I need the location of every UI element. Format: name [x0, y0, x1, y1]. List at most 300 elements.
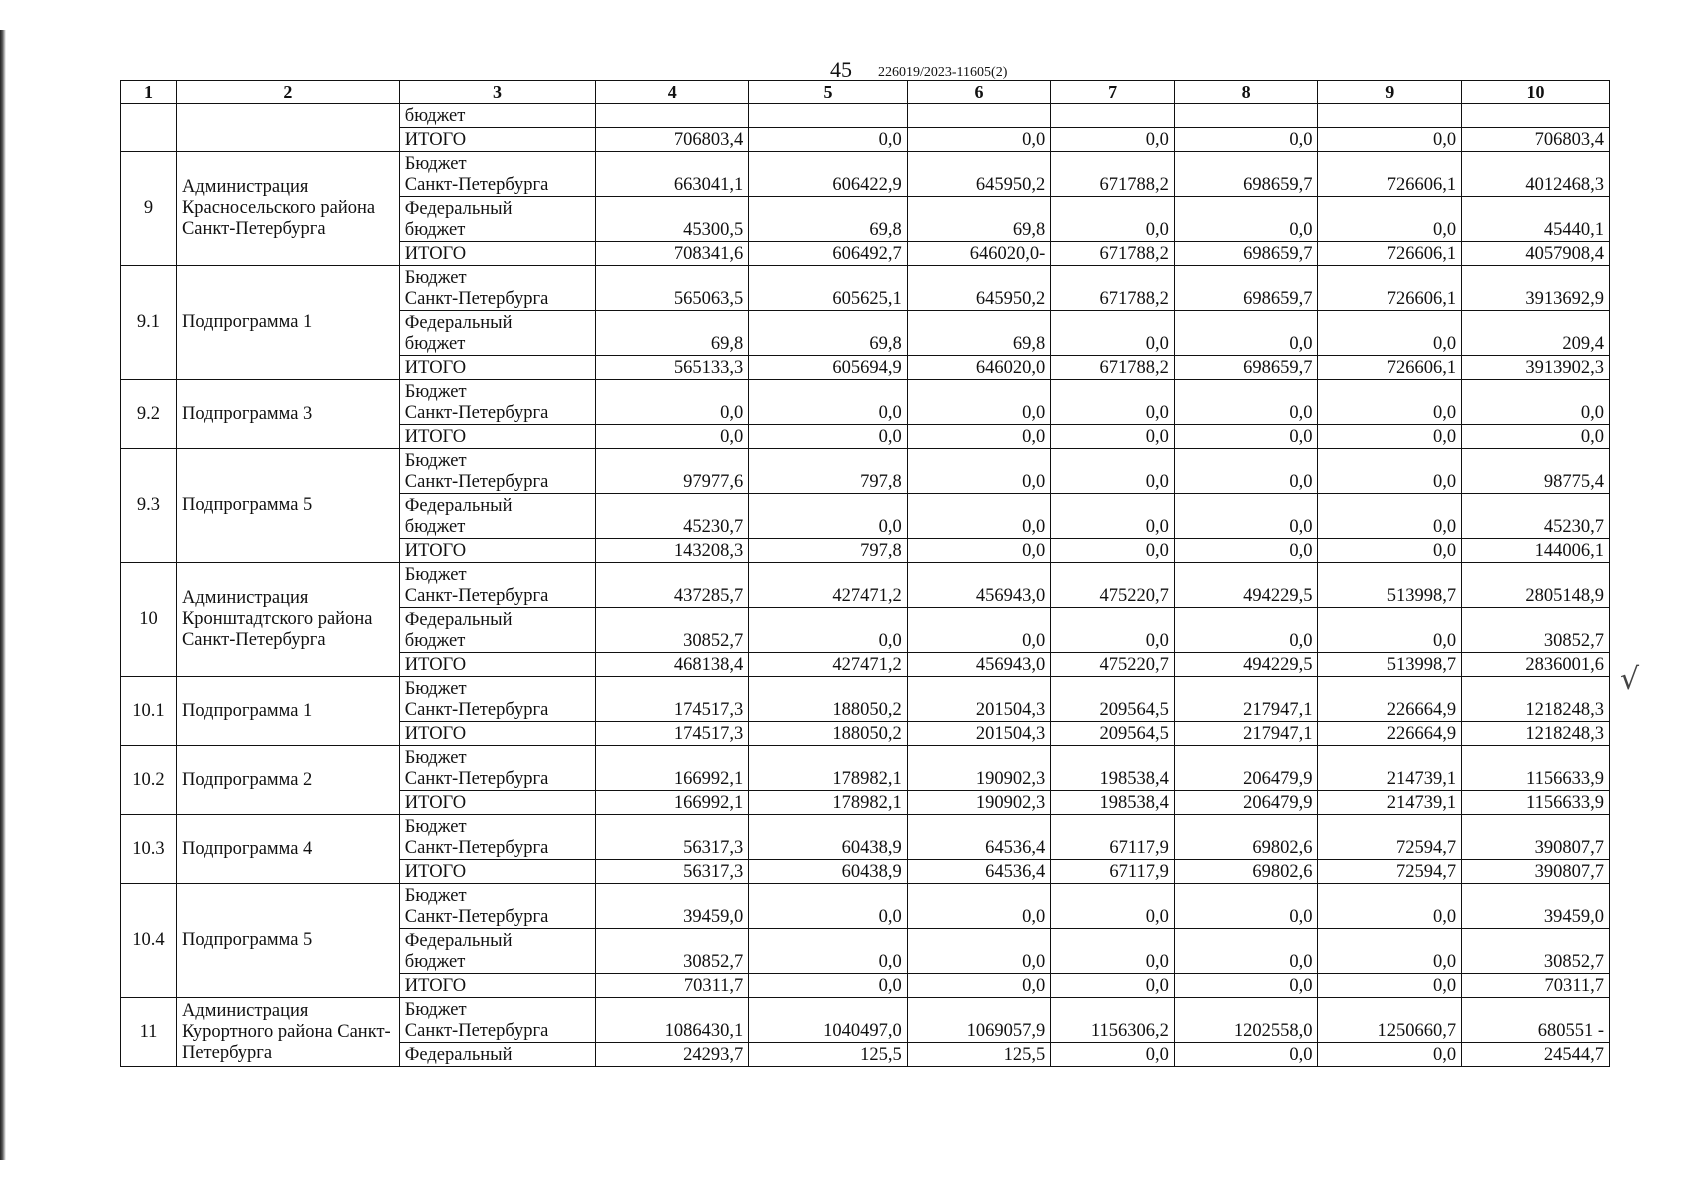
funding-source-cell: [399, 356, 595, 380]
funding-source-cell: [399, 152, 595, 197]
value-cell: 1086430,1: [596, 998, 749, 1043]
value-cell: 0,0: [907, 974, 1051, 998]
funding-source-line: бюджет: [404, 334, 466, 354]
value-cell: 797,8: [749, 539, 907, 563]
value-cell: 706803,4: [596, 128, 749, 152]
funding-source-cell: [399, 104, 595, 128]
funding-source-cell: [399, 197, 595, 242]
funding-source-cell: [399, 449, 595, 494]
value-cell: 513998,7: [1318, 563, 1462, 608]
table-row: [121, 563, 1610, 608]
value-cell: 0,0: [907, 380, 1051, 425]
value-cell: 0,0: [907, 128, 1051, 152]
value-cell: 72594,7: [1318, 815, 1462, 860]
funding-source-cell: [399, 974, 595, 998]
value-cell: 39459,0: [1462, 884, 1610, 929]
value-cell: 456943,0: [907, 653, 1051, 677]
value-cell: 0,0: [749, 608, 907, 653]
value-cell: 125,5: [907, 1043, 1051, 1067]
value-cell: 671788,2: [1051, 242, 1175, 266]
column-header: 1: [121, 81, 177, 104]
value-cell: 0,0: [907, 425, 1051, 449]
value-cell: 0,0: [1318, 494, 1462, 539]
value-cell: 69,8: [596, 311, 749, 356]
value-cell: 1218248,3: [1462, 722, 1610, 746]
value-cell: 1156306,2: [1051, 998, 1175, 1043]
funding-source-line: Федеральный: [404, 199, 513, 219]
row-index-cell: 10.2: [121, 746, 177, 815]
funding-source-line: Бюджет: [404, 817, 467, 837]
value-cell: 0,0: [1051, 449, 1175, 494]
value-cell: 30852,7: [596, 929, 749, 974]
value-cell: 475220,7: [1051, 563, 1175, 608]
funding-source-line: бюджет: [404, 631, 466, 651]
funding-source-line: ИТОГО: [404, 358, 467, 378]
value-cell: 708341,6: [596, 242, 749, 266]
row-index-cell: 10.3: [121, 815, 177, 884]
value-cell: 698659,7: [1174, 242, 1318, 266]
value-cell: 0,0: [907, 929, 1051, 974]
value-cell: 0,0: [1174, 1043, 1318, 1067]
value-cell: 69,8: [907, 311, 1051, 356]
funding-source-line: Санкт-Петербурга: [404, 769, 549, 789]
value-cell: 726606,1: [1318, 242, 1462, 266]
value-cell: 1250660,7: [1318, 998, 1462, 1043]
entity-name-cell: Подпрограмма 3: [176, 380, 399, 449]
funding-source-line: Бюджет: [404, 886, 467, 906]
value-cell: 0,0: [1051, 884, 1175, 929]
value-cell: 645950,2: [907, 266, 1051, 311]
value-cell: 226664,9: [1318, 722, 1462, 746]
column-header: 5: [749, 81, 907, 104]
value-cell: 0,0: [749, 380, 907, 425]
row-index-cell: 11: [121, 998, 177, 1067]
funding-source-line: Санкт-Петербурга: [404, 289, 549, 309]
funding-source-cell: [399, 311, 595, 356]
value-cell: 0,0: [1174, 425, 1318, 449]
column-header: 10: [1462, 81, 1610, 104]
value-cell: 0,0: [596, 380, 749, 425]
column-header: 7: [1051, 81, 1175, 104]
funding-source-cell: [399, 722, 595, 746]
value-cell: 0,0: [1174, 380, 1318, 425]
column-header: 3: [399, 81, 595, 104]
document-number: 226019/2023-11605(2): [878, 65, 1008, 80]
value-cell: 0,0: [1318, 608, 1462, 653]
funding-source-line: ИТОГО: [404, 244, 467, 264]
row-index-cell: 10: [121, 563, 177, 677]
value-cell: 0,0: [1318, 425, 1462, 449]
value-cell: 69,8: [749, 311, 907, 356]
value-cell: 201504,3: [907, 722, 1051, 746]
value-cell: 0,0: [596, 425, 749, 449]
value-cell: [749, 104, 907, 128]
value-cell: 671788,2: [1051, 266, 1175, 311]
value-cell: 427471,2: [749, 563, 907, 608]
check-mark-icon: √: [1620, 662, 1640, 697]
value-cell: 0,0: [1318, 539, 1462, 563]
funding-source-line: Бюджет: [404, 451, 467, 471]
value-cell: 606422,9: [749, 152, 907, 197]
value-cell: 30852,7: [1462, 929, 1610, 974]
value-cell: 0,0: [1051, 380, 1175, 425]
funding-source-cell: [399, 266, 595, 311]
funding-source-line: Федеральный: [404, 610, 513, 630]
row-index-cell: 10.1: [121, 677, 177, 746]
value-cell: 0,0: [1051, 929, 1175, 974]
funding-source-cell: [399, 128, 595, 152]
value-cell: [1318, 104, 1462, 128]
value-cell: 646020,0-: [907, 242, 1051, 266]
value-cell: 64536,4: [907, 860, 1051, 884]
value-cell: 72594,7: [1318, 860, 1462, 884]
value-cell: 178982,1: [749, 791, 907, 815]
value-cell: 4012468,3: [1462, 152, 1610, 197]
column-header: 9: [1318, 81, 1462, 104]
funding-source-cell: [399, 815, 595, 860]
funding-source-line: Бюджет: [404, 748, 467, 768]
value-cell: 144006,1: [1462, 539, 1610, 563]
value-cell: 0,0: [1051, 197, 1175, 242]
funding-source-line: Санкт-Петербурга: [404, 175, 549, 195]
funding-source-line: Федеральный: [404, 1045, 513, 1065]
value-cell: 698659,7: [1174, 266, 1318, 311]
value-cell: 125,5: [749, 1043, 907, 1067]
value-cell: 1218248,3: [1462, 677, 1610, 722]
value-cell: 3913902,3: [1462, 356, 1610, 380]
funding-source-line: Бюджет: [404, 679, 467, 699]
funding-source-line: ИТОГО: [404, 541, 467, 561]
table-row: [121, 677, 1610, 722]
funding-source-cell: [399, 425, 595, 449]
value-cell: [907, 104, 1051, 128]
value-cell: 45230,7: [596, 494, 749, 539]
table-row: [121, 266, 1610, 311]
funding-source-line: бюджет: [404, 220, 466, 240]
table-row: [121, 104, 1610, 128]
entity-name-cell: Подпрограмма 1: [176, 677, 399, 746]
value-cell: 706803,4: [1462, 128, 1610, 152]
value-cell: 390807,7: [1462, 860, 1610, 884]
value-cell: 60438,9: [749, 815, 907, 860]
value-cell: 0,0: [1462, 425, 1610, 449]
value-cell: 60438,9: [749, 860, 907, 884]
value-cell: 645950,2: [907, 152, 1051, 197]
entity-name-cell: Подпрограмма 1: [176, 266, 399, 380]
value-cell: 437285,7: [596, 563, 749, 608]
value-cell: 468138,4: [596, 653, 749, 677]
table-row: [121, 815, 1610, 860]
value-cell: 24293,7: [596, 1043, 749, 1067]
value-cell: 4057908,4: [1462, 242, 1610, 266]
table-row: [121, 746, 1610, 791]
funding-source-line: ИТОГО: [404, 130, 467, 150]
budget-table: [120, 80, 1610, 1067]
funding-source-line: бюджет: [404, 952, 466, 972]
funding-source-cell: [399, 884, 595, 929]
value-cell: 0,0: [1051, 539, 1175, 563]
value-cell: [596, 104, 749, 128]
value-cell: 201504,3: [907, 677, 1051, 722]
value-cell: 0,0: [1318, 128, 1462, 152]
value-cell: 188050,2: [749, 677, 907, 722]
value-cell: 0,0: [1051, 494, 1175, 539]
value-cell: 0,0: [1318, 974, 1462, 998]
value-cell: [1051, 104, 1175, 128]
value-cell: 513998,7: [1318, 653, 1462, 677]
value-cell: 0,0: [907, 449, 1051, 494]
row-index-cell: 9.2: [121, 380, 177, 449]
funding-source-cell: [399, 791, 595, 815]
column-header: 2: [176, 81, 399, 104]
value-cell: [1174, 104, 1318, 128]
funding-source-line: Санкт-Петербурга: [404, 403, 549, 423]
budget-table-container: [120, 80, 1610, 1067]
value-cell: 30852,7: [1462, 608, 1610, 653]
entity-name-cell: Подпрограмма 5: [176, 884, 399, 998]
funding-source-line: Федеральный: [404, 313, 513, 333]
value-cell: 188050,2: [749, 722, 907, 746]
value-cell: 67117,9: [1051, 815, 1175, 860]
value-cell: 680551 -: [1462, 998, 1610, 1043]
value-cell: 1069057,9: [907, 998, 1051, 1043]
funding-source-line: ИТОГО: [404, 427, 467, 447]
value-cell: 0,0: [749, 929, 907, 974]
value-cell: 166992,1: [596, 791, 749, 815]
value-cell: 98775,4: [1462, 449, 1610, 494]
value-cell: 0,0: [749, 425, 907, 449]
value-cell: 3913692,9: [1462, 266, 1610, 311]
funding-source-line: ИТОГО: [404, 862, 467, 882]
table-row: [121, 152, 1610, 197]
funding-source-line: Бюджет: [404, 382, 467, 402]
value-cell: 726606,1: [1318, 356, 1462, 380]
funding-source-line: бюджет: [404, 517, 466, 537]
value-cell: 427471,2: [749, 653, 907, 677]
entity-name-cell: [176, 104, 399, 152]
column-header: 6: [907, 81, 1051, 104]
value-cell: 0,0: [907, 884, 1051, 929]
funding-source-line: Санкт-Петербурга: [404, 1021, 549, 1041]
value-cell: 209,4: [1462, 311, 1610, 356]
funding-source-line: Федеральный: [404, 931, 513, 951]
funding-source-line: ИТОГО: [404, 655, 467, 675]
funding-source-cell: [399, 746, 595, 791]
value-cell: 671788,2: [1051, 356, 1175, 380]
entity-name-cell: Подпрограмма 5: [176, 449, 399, 563]
value-cell: 1156633,9: [1462, 746, 1610, 791]
value-cell: 217947,1: [1174, 677, 1318, 722]
scan-edge-shadow: [0, 30, 6, 1160]
entity-name-cell: Подпрограмма 4: [176, 815, 399, 884]
funding-source-line: Санкт-Петербурга: [404, 907, 549, 927]
funding-source-line: Санкт-Петербурга: [404, 586, 549, 606]
value-cell: 45230,7: [1462, 494, 1610, 539]
funding-source-cell: [399, 494, 595, 539]
value-cell: 797,8: [749, 449, 907, 494]
value-cell: 0,0: [749, 974, 907, 998]
value-cell: 174517,3: [596, 722, 749, 746]
value-cell: 494229,5: [1174, 653, 1318, 677]
value-cell: 56317,3: [596, 860, 749, 884]
funding-source-cell: [399, 998, 595, 1043]
value-cell: 0,0: [1318, 884, 1462, 929]
value-cell: 0,0: [907, 608, 1051, 653]
funding-source-line: Бюджет: [404, 268, 467, 288]
table-row: [121, 380, 1610, 425]
funding-source-cell: [399, 380, 595, 425]
value-cell: 605625,1: [749, 266, 907, 311]
column-header: 4: [596, 81, 749, 104]
value-cell: 0,0: [1462, 380, 1610, 425]
value-cell: 1156633,9: [1462, 791, 1610, 815]
funding-source-cell: [399, 653, 595, 677]
table-row: [121, 449, 1610, 494]
value-cell: 698659,7: [1174, 356, 1318, 380]
value-cell: 0,0: [1174, 539, 1318, 563]
value-cell: 565063,5: [596, 266, 749, 311]
value-cell: 0,0: [1174, 608, 1318, 653]
value-cell: 494229,5: [1174, 563, 1318, 608]
funding-source-line: Федеральный: [404, 496, 513, 516]
value-cell: 174517,3: [596, 677, 749, 722]
value-cell: 0,0: [1318, 311, 1462, 356]
funding-source-line: Санкт-Петербурга: [404, 838, 549, 858]
entity-name-cell: Администрация Красносельского района Санкт-Петербурга: [176, 152, 399, 266]
value-cell: 565133,3: [596, 356, 749, 380]
value-cell: [1462, 104, 1610, 128]
value-cell: 606492,7: [749, 242, 907, 266]
value-cell: 206479,9: [1174, 746, 1318, 791]
value-cell: 0,0: [907, 539, 1051, 563]
value-cell: 0,0: [1174, 449, 1318, 494]
funding-source-line: бюджет: [404, 106, 466, 126]
column-number-row: [121, 81, 1610, 104]
value-cell: 39459,0: [596, 884, 749, 929]
funding-source-line: Бюджет: [404, 1000, 467, 1020]
value-cell: 726606,1: [1318, 152, 1462, 197]
funding-source-cell: [399, 929, 595, 974]
funding-source-cell: [399, 677, 595, 722]
table-row: [121, 998, 1610, 1043]
funding-source-line: Бюджет: [404, 154, 467, 174]
value-cell: 475220,7: [1051, 653, 1175, 677]
value-cell: 190902,3: [907, 791, 1051, 815]
value-cell: 217947,1: [1174, 722, 1318, 746]
row-index-cell: 9: [121, 152, 177, 266]
value-cell: 198538,4: [1051, 746, 1175, 791]
page-number: 45: [830, 57, 852, 82]
value-cell: 0,0: [1174, 197, 1318, 242]
funding-source-line: Бюджет: [404, 565, 467, 585]
funding-source-line: ИТОГО: [404, 976, 467, 996]
value-cell: 69,8: [907, 197, 1051, 242]
budget-table-body: [121, 104, 1610, 1067]
value-cell: 0,0: [1318, 380, 1462, 425]
entity-name-cell: Администрация Курортного района Санкт-Петербурга: [176, 998, 399, 1067]
value-cell: 0,0: [1051, 1043, 1175, 1067]
value-cell: 1202558,0: [1174, 998, 1318, 1043]
value-cell: 1040497,0: [749, 998, 907, 1043]
value-cell: 605694,9: [749, 356, 907, 380]
value-cell: 2836001,6: [1462, 653, 1610, 677]
value-cell: 456943,0: [907, 563, 1051, 608]
value-cell: 0,0: [1051, 425, 1175, 449]
funding-source-cell: [399, 1043, 595, 1067]
value-cell: 2805148,9: [1462, 563, 1610, 608]
value-cell: 0,0: [1051, 128, 1175, 152]
value-cell: 198538,4: [1051, 791, 1175, 815]
value-cell: 69802,6: [1174, 815, 1318, 860]
funding-source-line: Санкт-Петербурга: [404, 700, 549, 720]
value-cell: 67117,9: [1051, 860, 1175, 884]
funding-source-line: Санкт-Петербурга: [404, 472, 549, 492]
value-cell: 64536,4: [907, 815, 1051, 860]
value-cell: 390807,7: [1462, 815, 1610, 860]
value-cell: 69,8: [749, 197, 907, 242]
value-cell: 0,0: [1174, 974, 1318, 998]
value-cell: 209564,5: [1051, 722, 1175, 746]
value-cell: 646020,0: [907, 356, 1051, 380]
value-cell: 0,0: [1174, 494, 1318, 539]
value-cell: 166992,1: [596, 746, 749, 791]
value-cell: 0,0: [749, 128, 907, 152]
value-cell: 69802,6: [1174, 860, 1318, 884]
row-index-cell: [121, 104, 177, 152]
value-cell: 0,0: [749, 884, 907, 929]
value-cell: 0,0: [1174, 884, 1318, 929]
value-cell: 143208,3: [596, 539, 749, 563]
value-cell: 698659,7: [1174, 152, 1318, 197]
value-cell: 726606,1: [1318, 266, 1462, 311]
value-cell: 0,0: [1174, 311, 1318, 356]
value-cell: 190902,3: [907, 746, 1051, 791]
value-cell: 0,0: [749, 494, 907, 539]
value-cell: 97977,6: [596, 449, 749, 494]
value-cell: 0,0: [1051, 311, 1175, 356]
value-cell: 30852,7: [596, 608, 749, 653]
entity-name-cell: Подпрограмма 2: [176, 746, 399, 815]
value-cell: 0,0: [1318, 1043, 1462, 1067]
value-cell: 24544,7: [1462, 1043, 1610, 1067]
value-cell: 206479,9: [1174, 791, 1318, 815]
value-cell: 214739,1: [1318, 791, 1462, 815]
value-cell: 0,0: [907, 494, 1051, 539]
row-index-cell: 10.4: [121, 884, 177, 998]
value-cell: 671788,2: [1051, 152, 1175, 197]
funding-source-cell: [399, 563, 595, 608]
column-header: 8: [1174, 81, 1318, 104]
value-cell: 45300,5: [596, 197, 749, 242]
value-cell: 56317,3: [596, 815, 749, 860]
value-cell: 0,0: [1318, 929, 1462, 974]
value-cell: 663041,1: [596, 152, 749, 197]
funding-source-cell: [399, 860, 595, 884]
table-row: [121, 884, 1610, 929]
value-cell: 209564,5: [1051, 677, 1175, 722]
value-cell: 70311,7: [596, 974, 749, 998]
row-index-cell: 9.1: [121, 266, 177, 380]
funding-source-cell: [399, 539, 595, 563]
value-cell: 178982,1: [749, 746, 907, 791]
entity-name-cell: Администрация Кронштадтского района Санкт-Петербурга: [176, 563, 399, 677]
funding-source-cell: [399, 608, 595, 653]
value-cell: 0,0: [1051, 974, 1175, 998]
value-cell: 0,0: [1318, 449, 1462, 494]
value-cell: 0,0: [1051, 608, 1175, 653]
row-index-cell: 9.3: [121, 449, 177, 563]
funding-source-line: ИТОГО: [404, 793, 467, 813]
